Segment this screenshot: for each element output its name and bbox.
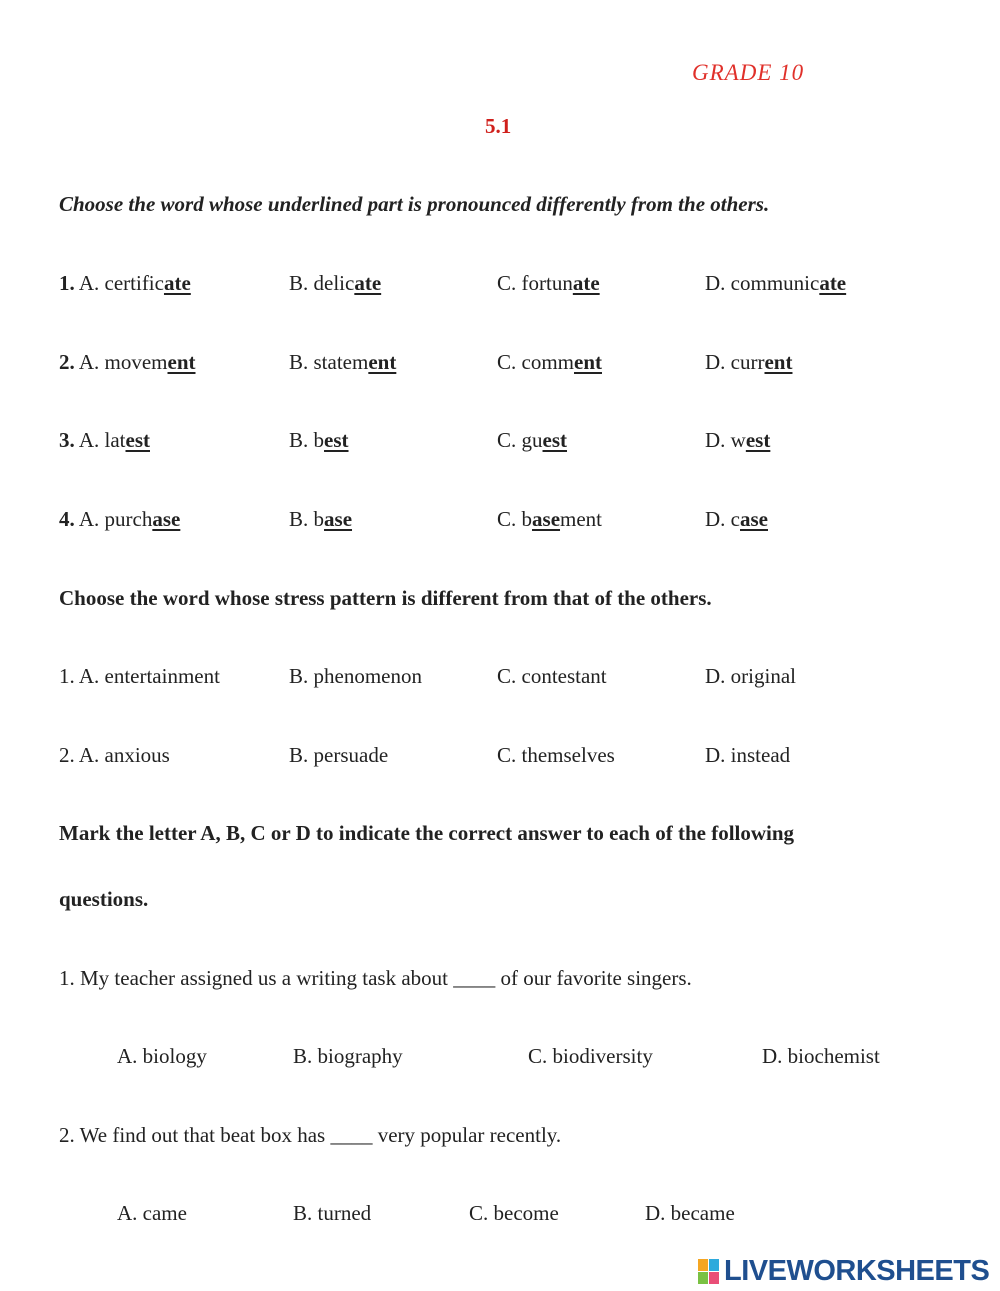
option-text: ment bbox=[560, 507, 603, 531]
section3-instruction-cont: questions. bbox=[59, 887, 149, 911]
answer-option bbox=[289, 427, 349, 453]
question-number: 4. bbox=[59, 507, 75, 531]
answer-option: B. turned bbox=[293, 1201, 372, 1225]
underlined-part: ase bbox=[324, 507, 353, 531]
answer-option bbox=[289, 506, 352, 532]
option-text: A. lat bbox=[78, 428, 126, 452]
section1-instruction: Choose the word whose underlined part is pronounced differently from the others. bbox=[59, 192, 770, 216]
answer-option: A. came bbox=[117, 1201, 187, 1225]
answer-option: D. original bbox=[705, 664, 796, 688]
answer-option: B. phenomenon bbox=[289, 664, 422, 688]
option-text: B. b bbox=[289, 507, 325, 531]
answer-option: B. biography bbox=[293, 1044, 403, 1068]
underlined-part: ent bbox=[368, 350, 397, 374]
question-stem: 2. We find out that beat box has ____ very popular recently. bbox=[59, 1123, 562, 1147]
question-stem: 1. My teacher assigned us a writing task about ____ of our favorite singers. bbox=[59, 966, 692, 990]
underlined-part: ent bbox=[574, 350, 602, 374]
answer-option: D. biochemist bbox=[762, 1044, 880, 1068]
question-row-option bbox=[59, 506, 180, 532]
underlined-part: ate bbox=[572, 271, 600, 295]
option-text: C. gu bbox=[497, 428, 543, 452]
answer-option bbox=[705, 427, 770, 453]
question-row-option bbox=[59, 270, 191, 296]
underlined-part: ase bbox=[152, 507, 181, 531]
answer-option bbox=[705, 349, 792, 375]
question-row-option bbox=[59, 427, 150, 453]
answer-option: 2. A. anxious bbox=[59, 743, 170, 767]
underlined-part: ent bbox=[167, 350, 196, 374]
answer-option: D. became bbox=[645, 1201, 735, 1225]
option-text: B. statem bbox=[289, 350, 369, 374]
question-number: 2. bbox=[59, 350, 75, 374]
answer-option bbox=[289, 270, 381, 296]
option-text: C. comm bbox=[497, 350, 574, 374]
answer-option bbox=[497, 349, 602, 375]
question-row-option bbox=[59, 349, 196, 375]
logo-text: LIVEWORKSHEETS bbox=[724, 1255, 990, 1287]
logo-block bbox=[698, 1272, 708, 1284]
answer-option bbox=[497, 270, 600, 296]
option-text: A. certific bbox=[78, 271, 164, 295]
option-text: C. b bbox=[497, 507, 533, 531]
underlined-part: ent bbox=[764, 350, 793, 374]
answer-option bbox=[705, 270, 846, 296]
answer-option: B. persuade bbox=[289, 743, 389, 767]
question-number: 3. bbox=[59, 428, 75, 452]
answer-option bbox=[497, 506, 602, 532]
underlined-part: ate bbox=[354, 271, 382, 295]
underlined-part: est bbox=[125, 428, 150, 452]
logo-block bbox=[709, 1272, 719, 1284]
logo-blocks-icon bbox=[698, 1259, 720, 1285]
answer-option bbox=[497, 427, 567, 453]
underlined-part: est bbox=[745, 428, 771, 452]
underlined-part: ate bbox=[163, 271, 191, 295]
logo-block bbox=[709, 1259, 719, 1271]
answer-option: C. biodiversity bbox=[528, 1044, 653, 1068]
section3-instruction: Mark the letter A, B, C or D to indicate the correct answer to each of the following bbox=[59, 821, 795, 845]
answer-option: C. themselves bbox=[497, 743, 615, 767]
answer-option bbox=[289, 349, 396, 375]
answer-option: C. become bbox=[469, 1201, 559, 1225]
section2-instruction: Choose the word whose stress pattern is different from that of the others. bbox=[59, 586, 712, 610]
logo-block bbox=[698, 1259, 708, 1271]
answer-option: 1. A. entertainment bbox=[59, 664, 220, 688]
answer-option: D. instead bbox=[705, 743, 791, 767]
option-text: B. b bbox=[289, 428, 325, 452]
option-text: D. communic bbox=[705, 271, 820, 295]
liveworksheets-logo[interactable] bbox=[698, 1255, 989, 1288]
answer-option: A. biology bbox=[117, 1044, 207, 1068]
option-text: D. c bbox=[705, 507, 740, 531]
underlined-part: ase bbox=[532, 507, 561, 531]
answer-option: C. contestant bbox=[497, 664, 607, 688]
underlined-part: ase bbox=[740, 507, 768, 531]
underlined-part: est bbox=[542, 428, 568, 452]
option-text: B. delic bbox=[289, 271, 355, 295]
option-text: D. w bbox=[705, 428, 746, 452]
underlined-part: ate bbox=[819, 271, 847, 295]
grade-heading: GRADE 10 bbox=[692, 60, 805, 85]
underlined-part: est bbox=[324, 428, 349, 452]
option-text: D. curr bbox=[705, 350, 765, 374]
answer-option bbox=[705, 506, 768, 532]
option-text: A. movem bbox=[78, 350, 168, 374]
option-text: A. purch bbox=[78, 507, 153, 531]
unit-number: 5.1 bbox=[485, 114, 512, 138]
option-text: C. fortun bbox=[497, 271, 573, 295]
question-number: 1. bbox=[59, 271, 75, 295]
